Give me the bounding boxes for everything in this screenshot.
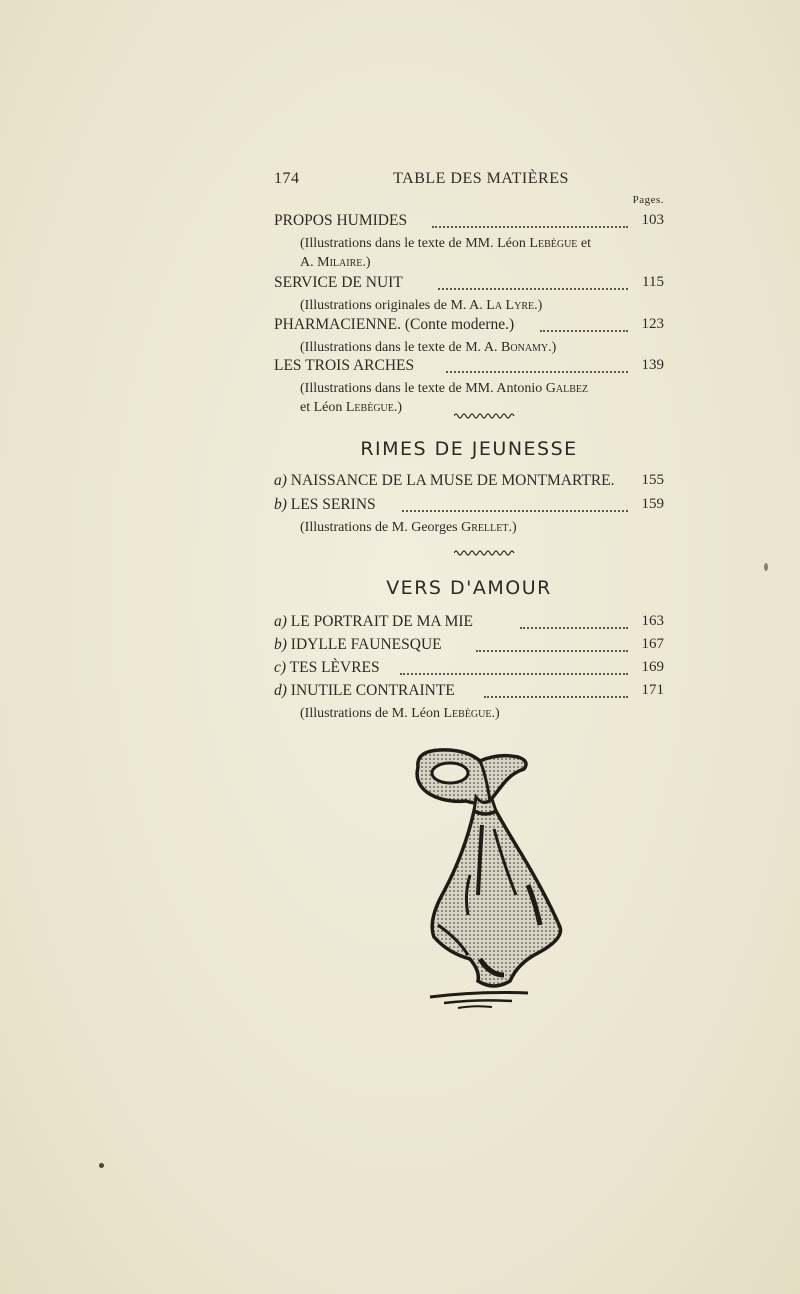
- entry-note: (Illustrations de M. Léon Lebègue.): [300, 706, 500, 721]
- entry-note: (Illustrations de M. Georges Grellet.): [300, 520, 517, 535]
- leader-dots: [446, 351, 628, 373]
- leader-dots: [484, 676, 628, 698]
- entry-page: 123: [641, 316, 664, 332]
- running-title: TABLE DES MATIÈRES: [393, 170, 569, 187]
- entry-page: 115: [642, 274, 664, 290]
- entry-title: SERVICE DE NUIT: [274, 274, 403, 291]
- entry-page: 155: [641, 472, 664, 488]
- entry-title: a) NAISSANCE DE LA MUSE DE MONTMARTRE.: [274, 472, 615, 489]
- entry-page: 171: [641, 682, 664, 698]
- leader-dots: [438, 268, 628, 290]
- section-title-vers-d-amour: VERS D'AMOUR: [386, 577, 552, 599]
- ink-speck: [99, 1163, 104, 1168]
- entry-page: 169: [641, 659, 664, 675]
- entry-title: d) INUTILE CONTRAINTE: [274, 682, 455, 699]
- toc-entry-service-de-nuit: [274, 274, 664, 315]
- entry-note: (Illustrations dans le texte de M. A. Bonamy.): [300, 340, 557, 355]
- entry-page: 167: [641, 636, 664, 652]
- toc-entry-les-serins: [274, 496, 664, 537]
- toc-entry-inutile-contrainte: [274, 682, 664, 723]
- entry-title: PROPOS HUMIDES: [274, 212, 408, 229]
- entry-page: 139: [641, 357, 664, 373]
- entry-title: LES TROIS ARCHES: [274, 357, 415, 374]
- pages-column-label: Pages.: [632, 194, 664, 206]
- leader-dots: [476, 630, 628, 652]
- entry-title: PHARMACIENNE. (Conte moderne.): [274, 316, 515, 333]
- entry-note: (Illustrations dans le texte de MM. Antonio Galbez et Léon Lebègue.): [300, 381, 589, 415]
- page-number: 174: [274, 170, 300, 187]
- toc-entry-propos-humides: [274, 212, 664, 272]
- entry-title: c) TES LÈVRES: [274, 659, 380, 676]
- entry-page: 159: [641, 496, 664, 512]
- leader-dots: [402, 490, 628, 512]
- leader-dots: [400, 653, 628, 675]
- leader-dots: [432, 206, 628, 228]
- ornament-divider: [454, 549, 516, 557]
- section-title-rimes-de-jeunesse: RIMES DE JEUNESSE: [360, 438, 578, 460]
- ornament-divider: [454, 412, 516, 420]
- entry-title: b) IDYLLE FAUNESQUE: [274, 636, 442, 653]
- leader-dots: [540, 310, 628, 332]
- leader-dots: [520, 607, 628, 629]
- entry-title: b) LES SERINS: [274, 496, 376, 513]
- entry-title: a) LE PORTRAIT DE MA MIE: [274, 613, 473, 630]
- entry-page: 163: [641, 613, 664, 629]
- entry-page: 103: [641, 212, 664, 228]
- ink-speck: [764, 563, 768, 571]
- tied-sack-icon: [408, 745, 568, 1010]
- entry-note: (Illustrations originales de M. A. La Lyre.): [300, 298, 543, 313]
- entry-note: (Illustrations dans le texte de MM. Léon Lebègue et A. Milaire.): [300, 236, 592, 270]
- toc-entry-les-trois-arches: [274, 357, 664, 417]
- page-header: [274, 170, 664, 192]
